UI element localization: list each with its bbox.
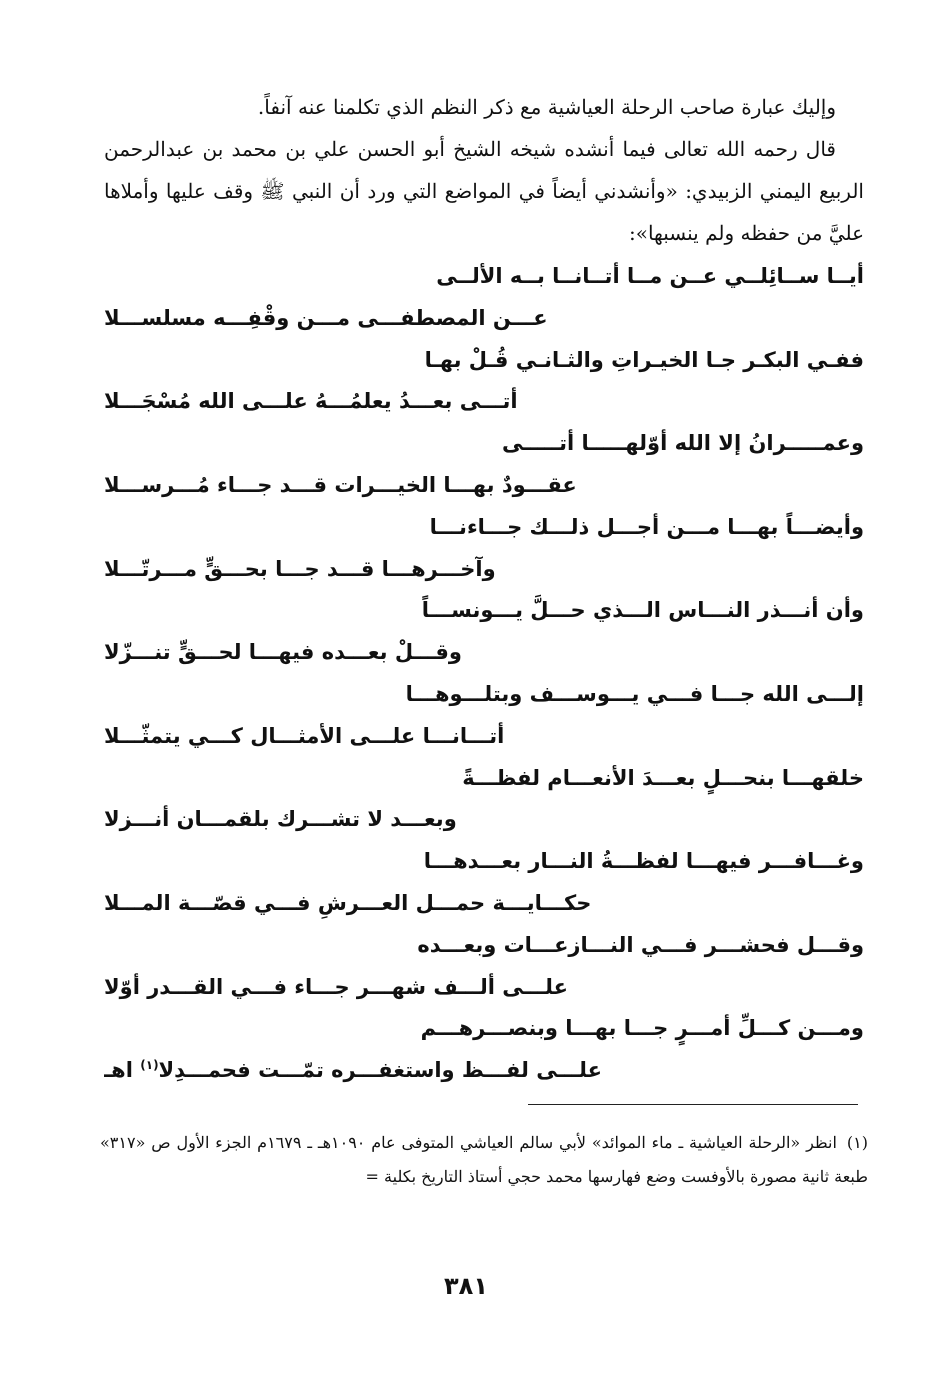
- poem-verse: ففـي البكـر جـا الخيـراتِ والثـانـي قُـلْ بهـا: [424, 347, 864, 372]
- poem: [104, 256, 864, 1092]
- poem-verse: أتـــانـــا علـــى الأمثـــال كـــي يتمثّـــلا: [104, 723, 505, 748]
- poem-verse: أيــا ســائِلــي عــن مــا أتــانــا بــه الألــى: [436, 264, 864, 288]
- poem-verse: وعمـــــرانُ إلا الله أوّلهـــــا أتـــــى: [501, 431, 864, 456]
- intro-text: [104, 86, 864, 254]
- footnote: [100, 1126, 868, 1194]
- verse-ending: اهـ: [104, 1058, 133, 1083]
- intro-line: وإليك عبارة صاحب الرحلة العياشية مع ذكر النظم الذي تكلمنا عنه آنفاً.: [257, 95, 836, 119]
- poem-verse: وأيضـــاً بهـــا مـــن أجـــل ذلـــك جـــاءنـــا: [429, 514, 864, 539]
- last-verse-text: علـــى لفـــظ واستغفـــره تمّـــت فحمـــدِلا: [158, 1058, 602, 1083]
- page-number: ٣٨١: [444, 1272, 488, 1300]
- footnote-number: (١): [846, 1133, 869, 1152]
- intro-paragraph: قال رحمه الله تعالى فيما أنشده شيخه الشيخ أبو الحسن علي بن محمد بن عبدالرحمن الربيع اليمني الزبيدي: «وأنشدني أيضاً في المواضع التي ورد أن النبي ﷺ وقف عليها وأملاها عليَّ من حفظه ولم ينسبها»:: [104, 137, 864, 245]
- poem-verse: ومـــن كـــلِّ أمـــرٍ جـــا بهـــا وبنصـــرهـــم: [420, 1016, 864, 1041]
- poem-verse: وقـــلْ بعـــده فيهـــا لحـــقٍّ تنـــزّلا: [104, 640, 462, 665]
- poem-last-verse: [104, 1050, 864, 1092]
- poem-verse: إلـــى الله جـــا فـــي يـــوســـف وبتلـــوهـــا: [405, 681, 864, 706]
- poem-verse: وأن أنـــذر النـــاس الـــذي حـــلَّ يـــونســـاً: [421, 598, 864, 623]
- poem-verse: عقـــودٌ بهـــا الخيـــرات قـــد جـــاء مُـــرســـلا: [104, 472, 577, 497]
- footnote-text: انظر «الرحلة العياشية ـ ماء الموائد» لأبي سالم العياشي المتوفى عام ١٠٩٠هـ ـ ١٦٧٩م الجزء الأول ص «٣١٧» طبعة ثانية مصورة بالأوفست وضع فهارسها محمد حجي أستاذ التاريخ بكلية =: [100, 1133, 868, 1186]
- footnote-reference[interactable]: (١): [140, 1058, 159, 1073]
- poem-verse: خلقهـــا بنحـــلٍ بعـــدَ الأنعـــام لفظـــةً: [462, 765, 864, 790]
- poem-verse: حكـــايـــة حمـــل العـــرشِ فـــي قصّـــة المـــلا: [104, 890, 592, 915]
- poem-verse: أتـــى بعـــدُ يعلمُـــهُ علـــى الله مُسْجَـــلا: [104, 389, 518, 414]
- footnote-divider: [528, 1104, 858, 1105]
- poem-verse: وغـــافـــر فيهـــا لفظـــةُ النـــار بعـــدهـــا: [423, 849, 864, 874]
- poem-verse: عـــن المصطفـــى مـــن وقْفِـــه مسلســـلا: [104, 305, 548, 330]
- poem-verse: علـــى ألـــف شهـــر جـــاء فـــي القـــدر أوّلا: [104, 974, 568, 999]
- poem-verse: وقـــل فحشـــر فـــي النـــازعـــات وبعـــده: [417, 932, 864, 957]
- poem-verse: وآخـــرهـــا قـــد جـــا بحـــقٍّ مـــرتّـــلا: [104, 556, 496, 581]
- poem-verse: وبعـــد لا تشـــرك بلقمـــان أنـــزلا: [104, 807, 457, 832]
